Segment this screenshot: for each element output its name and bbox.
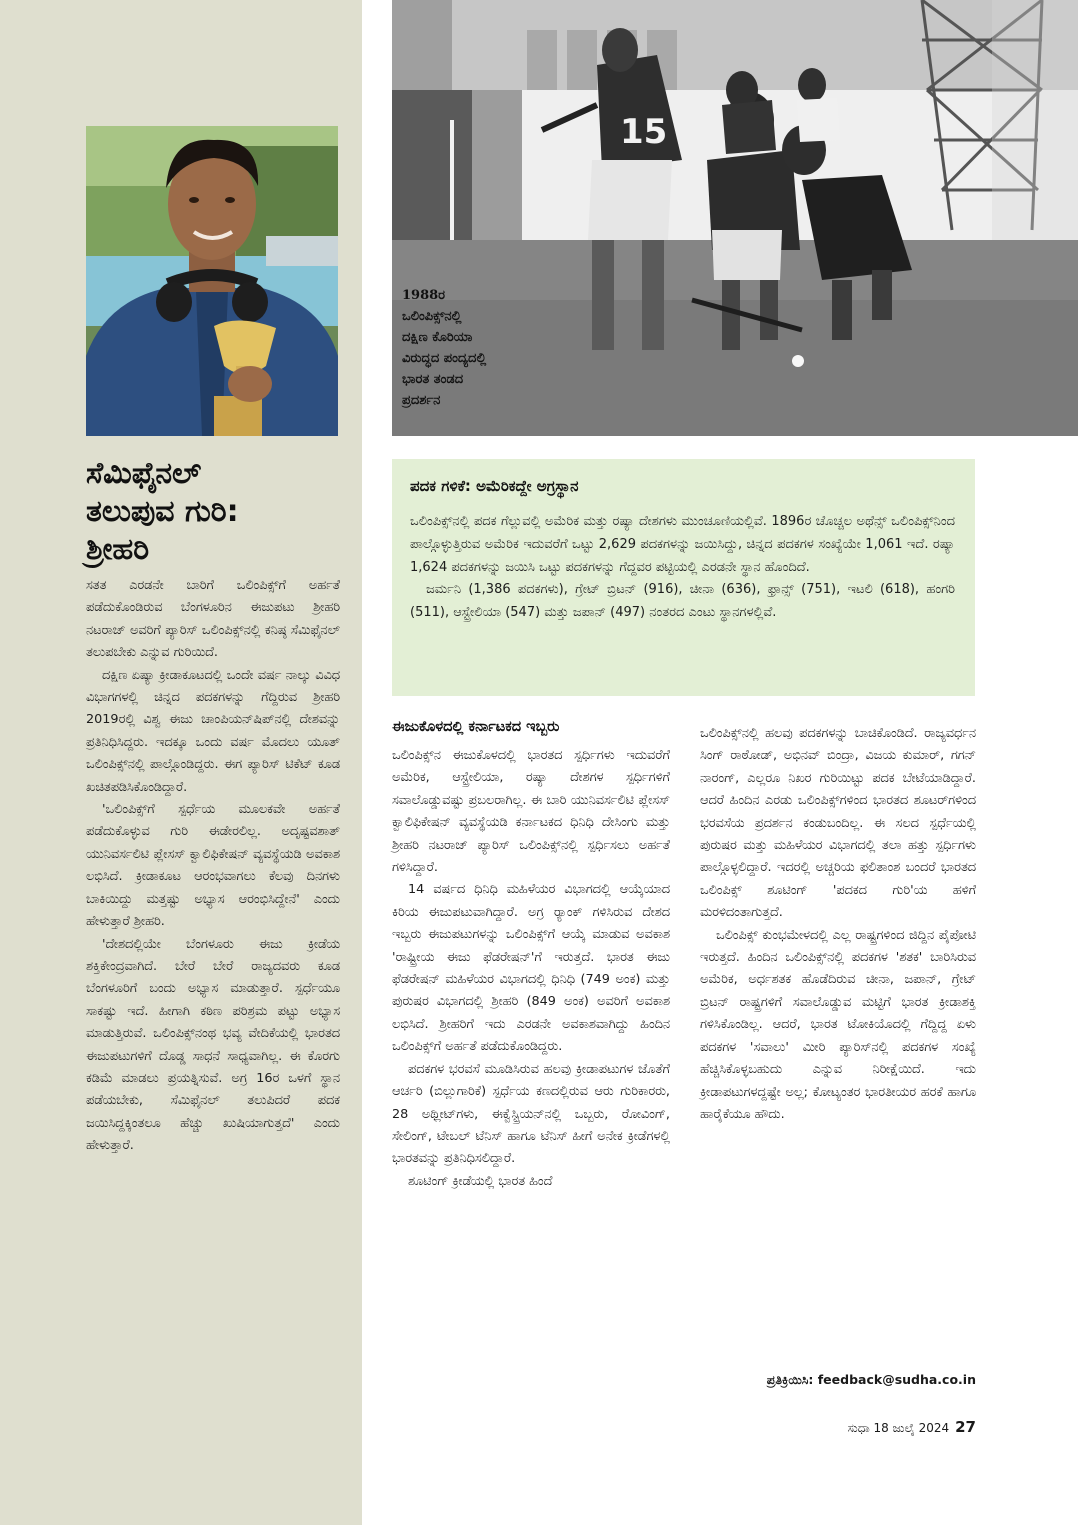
headline-line: ಶ್ರೀಹರಿ [86, 532, 150, 567]
caption-line: ವಿರುದ್ಧದ ಪಂದ್ಯದಲ್ಲಿ [402, 351, 487, 366]
paragraph: ಒಲಿಂಪಿಕ್ಸ್‌ನಲ್ಲಿ ಹಲವು ಪದಕಗಳನ್ನು ಬಾಚಿಕೊಂಡಿದೆ. ರಾಜ್ಯವರ್ಧನ ಸಿಂಗ್ ರಾಠೋಡ್, ಅಭಿನವ್ ಬಿಂದ್ರಾ, ವಿಜಯ ಕುಮಾರ್, ಗಗನ್ ನಾರಂಗ್, ಎಲ್ಲರೂ ನಿಖರ ಗುರಿಯಿಟ್ಟು ಪದಕ ಬೇಟೆಯಾಡಿದ್ದಾರೆ. ಆದರೆ ಹಿಂದಿನ ಎರಡು ಒಲಿಂಪಿಕ್ಸ್‌ಗಳಿಂದ ಭಾರತದ ಶೂಟರ್‌ಗಳಿಂದ ಭರವಸೆಯ ಪ್ರದರ್ಶನ ಕಂಡುಬಂದಿಲ್ಲ. ಈ ಸಲದ ಸ್ಪರ್ಧೆಯಲ್ಲಿ ಪುರುಷರ ಮತ್ತು ಮಹಿಳೆಯರ ವಿಭಾಗದಲ್ಲಿ ತಲಾ ಹತ್ತು ಸ್ಪರ್ಧಿಗಳು ಪಾಲ್ಗೊಳ್ಳಲಿದ್ದಾರೆ. ಇದರಲ್ಲಿ ಅಚ್ಚರಿಯ ಫಲಿತಾಂಶ ಬಂದರೆ ಭಾರತದ ಒಲಿಂಪಿಕ್ಸ್ ಶೂಟಿಂಗ್ 'ಪದಕದ ಗುರಿ'ಯ ಹಳಿಗೆ ಮರಳಿದಂತಾಗುತ್ತದೆ. [700, 726, 976, 921]
headline-line: ತಲುಪುವ ಗುರಿ: [86, 494, 239, 529]
page-number: 27 [955, 1418, 976, 1436]
caption-line: ಪ್ರದರ್ಶನ [402, 393, 441, 408]
paragraph: ಸತತ ಎರಡನೇ ಬಾರಿಗೆ ಒಲಿಂಪಿಕ್ಸ್‌ಗೆ ಅರ್ಹತೆ ಪಡೆದುಕೊಂಡಿರುವ ಬೆಂಗಳೂರಿನ ಈಜುಪಟು ಶ್ರೀಹರಿ ನಟರಾಜ್ ಅವರಿಗೆ ಪ್ಯಾರಿಸ್ ಒಲಿಂಪಿಕ್ಸ್‌ನಲ್ಲಿ ಕನಿಷ್ಠ ಸೆಮಿಫೈನಲ್ ತಲುಪಬೇಕು ಎನ್ನುವ ಗುರಿಯಿದೆ. [86, 578, 340, 661]
article-column-1 [86, 575, 340, 1158]
paragraph: ಶೂಟಿಂಗ್ ಕ್ರೀಡೆಯಲ್ಲಿ ಭಾರತ ಹಿಂದೆ [408, 1173, 553, 1189]
caption-line: ಭಾರತ ತಂಡದ [402, 372, 464, 387]
box-body [410, 511, 955, 625]
footer-publication-date: ಸುಧಾ 18 ಜುಲೈ 2024 [847, 1421, 950, 1435]
article-headline [86, 455, 346, 569]
article-column-3 [700, 723, 976, 1126]
paragraph: 'ಒಲಿಂಪಿಕ್ಸ್‌ಗೆ ಸ್ಪರ್ಧೆಯ ಮೂಲಕವೇ ಅರ್ಹತೆ ಪಡೆದುಕೊಳ್ಳುವ ಗುರಿ ಈಡೇರಲಿಲ್ಲ. ಅದೃಷ್ಟವಶಾತ್ ಯುನಿವರ್ಸಲಿಟಿ ಪ್ಲೇಸಸ್ ಕ್ವಾಲಿಫಿಕೇಷನ್ ವ್ಯವಸ್ಥೆಯಡಿ ಅವಕಾಶ ಲಭಿಸಿದೆ. ಕ್ರೀಡಾಕೂಟ ಆರಂಭವಾಗಲು ಕೆಲವು ದಿನಗಳು ಬಾಕಿಯಿದ್ದು ಮತ್ತಷ್ಟು ಅಭ್ಯಾಸ ಆರಂಭಿಸಿದ್ದೇನೆ' ಎಂದು ಹೇಳುತ್ತಾರೆ ಶ್ರೀಹರಿ. [86, 802, 340, 930]
paragraph: ಪದಕಗಳ ಭರವಸೆ ಮೂಡಿಸಿರುವ ಹಲವು ಕ್ರೀಡಾಪಟುಗಳ ಜೊತೆಗೆ ಆರ್ಚರಿ (ಬಿಲ್ಲುಗಾರಿಕೆ) ಸ್ಪರ್ಧೆಯ ಕಣದಲ್ಲಿರುವ ಆರು ಗುರಿಕಾರರು, 28 ಅಥ್ಲೀಟ್‌ಗಳು, ಈಕ್ವೆಸ್ಟ್ರಿಯನ್‌ನಲ್ಲಿ ಒಬ್ಬರು, ರೋವಿಂಗ್, ಸೇಲಿಂಗ್, ಟೇಬಲ್ ಟೆನಿಸ್ ಹಾಗೂ ಟೆನಿಸ್ ಹೀಗೆ ಅನೇಕ ಕ್ರೀಡೆಗಳಲ್ಲಿ ಭಾರತವನ್ನು ಪ್ರತಿನಿಧಿಸಲಿದ್ದಾರೆ. [392, 1061, 670, 1167]
paragraph: ಒಲಿಂಪಿಕ್ಸ್‌ನಲ್ಲಿ ಪದಕ ಗೆಲ್ಲುವಲ್ಲಿ ಅಮೆರಿಕ ಮತ್ತು ರಷ್ಯಾ ದೇಶಗಳು ಮುಂಚೂಣಿಯಲ್ಲಿವೆ. 1896ರ ಚೊಚ್ಚಲ ಅಥೆನ್ಸ್ ಒಲಿಂಪಿಕ್ಸ್‌ನಿಂದ ಪಾಲ್ಗೊಳ್ಳುತ್ತಿರುವ ಅಮೆರಿಕ ಇದುವರೆಗೆ ಒಟ್ಟು 2,629 ಪದಕಗಳನ್ನು ಜಯಿಸಿದ್ದು, ಚಿನ್ನದ ಪದಕಗಳ ಸಂಖ್ಯೆಯೇ 1,061 ಇದೆ. ರಷ್ಯಾ 1,624 ಪದಕಗಳನ್ನು ಜಯಿಸಿ ಒಟ್ಟು ಪದಕಗಳನ್ನು ಗೆದ್ದವರ ಪಟ್ಟಿಯಲ್ಲಿ ಎರಡನೇ ಸ್ಥಾನ ಹೊಂದಿದೆ. [410, 514, 955, 575]
headline-line: ಸೆಮಿಫೈನಲ್ [86, 456, 202, 491]
sreehari-photo [86, 126, 338, 436]
hockey-match-photo [392, 0, 1078, 436]
box-title: ಪದಕ ಗಳಿಕೆ: ಅಮೆರಿಕದ್ದೇ ಅಗ್ರಸ್ಥಾನ [410, 477, 579, 495]
section-subhead: ಈಜುಕೊಳದಲ್ಲಿ ಕರ್ನಾಟಕದ ಇಬ್ಬರು [392, 719, 560, 735]
sreehari-photo-art [86, 126, 338, 436]
paragraph: ಜರ್ಮನಿ (1,386 ಪದಕಗಳು), ಗ್ರೇಟ್ ಬ್ರಿಟನ್ (916), ಚೀನಾ (636), ಫ್ರಾನ್ಸ್ (751), ಇಟಲಿ (618), ಹಂಗರಿ (511), ಆಸ್ಟ್ರೇಲಿಯಾ (547) ಮತ್ತು ಜಪಾನ್ (497) ನಂತರದ ಎಂಟು ಸ್ಥಾನಗಳಲ್ಲಿವೆ. [410, 582, 955, 621]
article-column-2 [392, 745, 670, 1193]
paragraph: 'ದೇಶದಲ್ಲಿಯೇ ಬೆಂಗಳೂರು ಈಜು ಕ್ರೀಡೆಯ ಶಕ್ತಿಕೇಂದ್ರವಾಗಿದೆ. ಬೇರೆ ಬೇರೆ ರಾಜ್ಯದವರು ಕೂಡ ಬೆಂಗಳೂರಿಗೆ ಬಂದು ಅಭ್ಯಾಸ ಮಾಡುತ್ತಾರೆ. ಸ್ಪರ್ಧೆಯೂ ಸಾಕಷ್ಟು ಇದೆ. ಹೀಗಾಗಿ ಕಠಿಣ ಪರಿಶ್ರಮ ಪಟ್ಟು ಅಭ್ಯಾಸ ಮಾಡುತ್ತಿರುವೆ. ಒಲಿಂಪಿಕ್ಸ್‌ನಂಥ ಭವ್ಯ ವೇದಿಕೆಯಲ್ಲಿ ಭಾರತದ ಈಜುಪಟುಗಳಿಗೆ ದೊಡ್ಡ ಸಾಧನೆ ಸಾಧ್ಯವಾಗಿಲ್ಲ. ಈ ಕೊರಗು ಕಡಿಮೆ ಮಾಡಲು ಪ್ರಯತ್ನಿಸುವೆ. ಅಗ್ರ 16ರ ಒಳಗೆ ಸ್ಥಾನ ಪಡೆಯಬೇಕು, ಸೆಮಿಫೈನಲ್ ತಲುಪಿದರೆ ಪದಕ ಜಯಿಸಿದ್ದಕ್ಕಿಂತಲೂ ಹೆಚ್ಚು ಖುಷಿಯಾಗುತ್ತದೆ' ಎಂದು ಹೇಳುತ್ತಾರೆ. [86, 936, 340, 1154]
caption-line: 1988ರ [402, 288, 446, 303]
paragraph: ಒಲಿಂಪಿಕ್ಸ್‌ನ ಈಜುಕೊಳದಲ್ಲಿ ಭಾರತದ ಸ್ಪರ್ಧಿಗಳು ಇದುವರೆಗೆ ಅಮೆರಿಕ, ಆಸ್ಟ್ರೇಲಿಯಾ, ರಷ್ಯಾ ದೇಶಗಳ ಸ್ಪರ್ಧಿಗಳಿಗೆ ಸವಾಲೊಡ್ಡುವಷ್ಟು ಪ್ರಬಲರಾಗಿಲ್ಲ. ಈ ಬಾರಿ ಯುನಿವರ್ಸಲಿಟಿ ಪ್ಲೇಸಸ್ ಕ್ವಾಲಿಫಿಕೇಷನ್ ವ್ಯವಸ್ಥೆಯಡಿ ಕರ್ನಾಟಕದ ಧಿನಿಧಿ ದೇಸಿಂಗು ಮತ್ತು ಶ್ರೀಹರಿ ನಟರಾಜ್ ಪ್ಯಾರಿಸ್ ಒಲಿಂಪಿಕ್ಸ್‌ನಲ್ಲಿ ಸ್ಪರ್ಧಿಸಲು ಅರ್ಹತೆ ಗಳಿಸಿದ್ದಾರೆ. [392, 748, 670, 876]
photo-caption [402, 285, 552, 411]
medal-tally-box [392, 459, 975, 696]
paragraph: ಒಲಿಂಪಿಕ್ಸ್ ಕುಂಭಮೇಳದಲ್ಲಿ ಎಲ್ಲ ರಾಷ್ಟ್ರಗಳಿಂದ ಜಿದ್ದಿನ ಪೈಪೋಟಿ ಇರುತ್ತದೆ. ಹಿಂದಿನ ಒಲಿಂಪಿಕ್ಸ್‌ನಲ್ಲಿ ಪದಕಗಳ 'ಶತಕ' ಬಾರಿಸಿರುವ ಅಮೆರಿಕ, ಅರ್ಧಶತಕ ಹೊಡೆದಿರುವ ಚೀನಾ, ಜಪಾನ್, ಗ್ರೇಟ್ ಬ್ರಿಟನ್ ರಾಷ್ಟ್ರಗಳಿಗೆ ಸವಾಲೊಡ್ಡುವ ಮಟ್ಟಿಗೆ ಭಾರತ ಕ್ರೀಡಾಶಕ್ತಿ ಗಳಿಸಿಕೊಂಡಿಲ್ಲ. ಆದರೆ, ಭಾರತ ಟೋಕಿಯೊದಲ್ಲಿ ಗೆದ್ದಿದ್ದ ಏಳು ಪದಕಗಳ 'ಸವಾಲು' ಮೀರಿ ಪ್ಯಾರಿಸ್‌ನಲ್ಲಿ ಪದಕಗಳ ಸಂಖ್ಯೆ ಹೆಚ್ಚಿಸಿಕೊಳ್ಳಬಹುದು ಎನ್ನುವ ನಿರೀಕ್ಷೆಯಿದೆ. ಇದು ಕ್ರೀಡಾಪಟುಗಳದ್ದಷ್ಟೇ ಅಲ್ಲ; ಕೋಟ್ಯಂತರ ಭಾರತೀಯರ ಹರಕೆ ಹಾಗೂ ಹಾರೈಕೆಯೂ ಹೌದು. [700, 927, 976, 1122]
jersey-number: 15 [620, 112, 668, 152]
page-footer [780, 1418, 976, 1436]
caption-line: ದಕ್ಷಿಣ ಕೊರಿಯಾ [402, 330, 473, 345]
caption-line: ಒಲಿಂಪಿಕ್ಸ್‌ನಲ್ಲಿ [402, 309, 462, 324]
paragraph: ದಕ್ಷಿಣ ಏಷ್ಯಾ ಕ್ರೀಡಾಕೂಟದಲ್ಲಿ ಒಂದೇ ವರ್ಷ ನಾಲ್ಕು ವಿವಿಧ ವಿಭಾಗಗಳಲ್ಲಿ ಚಿನ್ನದ ಪದಕಗಳನ್ನು ಗೆದ್ದಿರುವ ಶ್ರೀಹರಿ 2019ರಲ್ಲಿ ವಿಶ್ವ ಈಜು ಚಾಂಪಿಯನ್‌ಷಿಪ್‌ನಲ್ಲಿ ದೇಶವನ್ನು ಪ್ರತಿನಿಧಿಸಿದ್ದರು. ಇದಕ್ಕೂ ಒಂದು ವರ್ಷ ಮೊದಲು ಯೂತ್ ಒಲಿಂಪಿಕ್ಸ್‌ನಲ್ಲಿ ಪಾಲ್ಗೊಂಡಿದ್ದರು. ಈಗ ಪ್ಯಾರಿಸ್ ಟಿಕೆಟ್ ಕೂಡ ಖಚಿತಪಡಿಸಿಕೊಂಡಿದ್ದಾರೆ. [86, 667, 340, 795]
feedback-line: ಪ್ರತಿಕ್ರಿಯಿಸಿ: feedback@sudha.co.in [766, 1372, 976, 1387]
paragraph: 14 ವರ್ಷದ ಧಿನಿಧಿ ಮಹಿಳೆಯರ ವಿಭಾಗದಲ್ಲಿ ಆಯ್ಕೆಯಾದ ಕಿರಿಯ ಈಜುಪಟುವಾಗಿದ್ದಾರೆ. ಅಗ್ರ ರ‍್ಯಾಂಕ್ ಗಳಿಸಿರುವ ದೇಶದ ಇಬ್ಬರು ಈಜುಪಟುಗಳನ್ನು ಒಲಿಂಪಿಕ್ಸ್‌ಗೆ ಆಯ್ಕೆ ಮಾಡುವ ಅವಕಾಶ 'ರಾಷ್ಟ್ರೀಯ ಈಜು ಫೆಡರೇಷನ್'ಗೆ ಇರುತ್ತದೆ. ಭಾರತ ಈಜು ಫೆಡರೇಷನ್ ಮಹಿಳೆಯರ ವಿಭಾಗದಲ್ಲಿ ಧಿನಿಧಿ (749 ಅಂಕ) ಮತ್ತು ಪುರುಷರ ವಿಭಾಗದಲ್ಲಿ ಶ್ರೀಹರಿ (849 ಅಂಕ) ಅವರಿಗೆ ಅವಕಾಶ ಲಭಿಸಿದೆ. ಶ್ರೀಹರಿಗೆ ಇದು ಎರಡನೇ ಅವಕಾಶವಾಗಿದ್ದು ಹಿಂದಿನ ಒಲಿಂಪಿಕ್ಸ್‌ಗೆ ಅರ್ಹತೆ ಪಡೆದುಕೊಂಡಿದ್ದರು. [392, 882, 670, 1055]
